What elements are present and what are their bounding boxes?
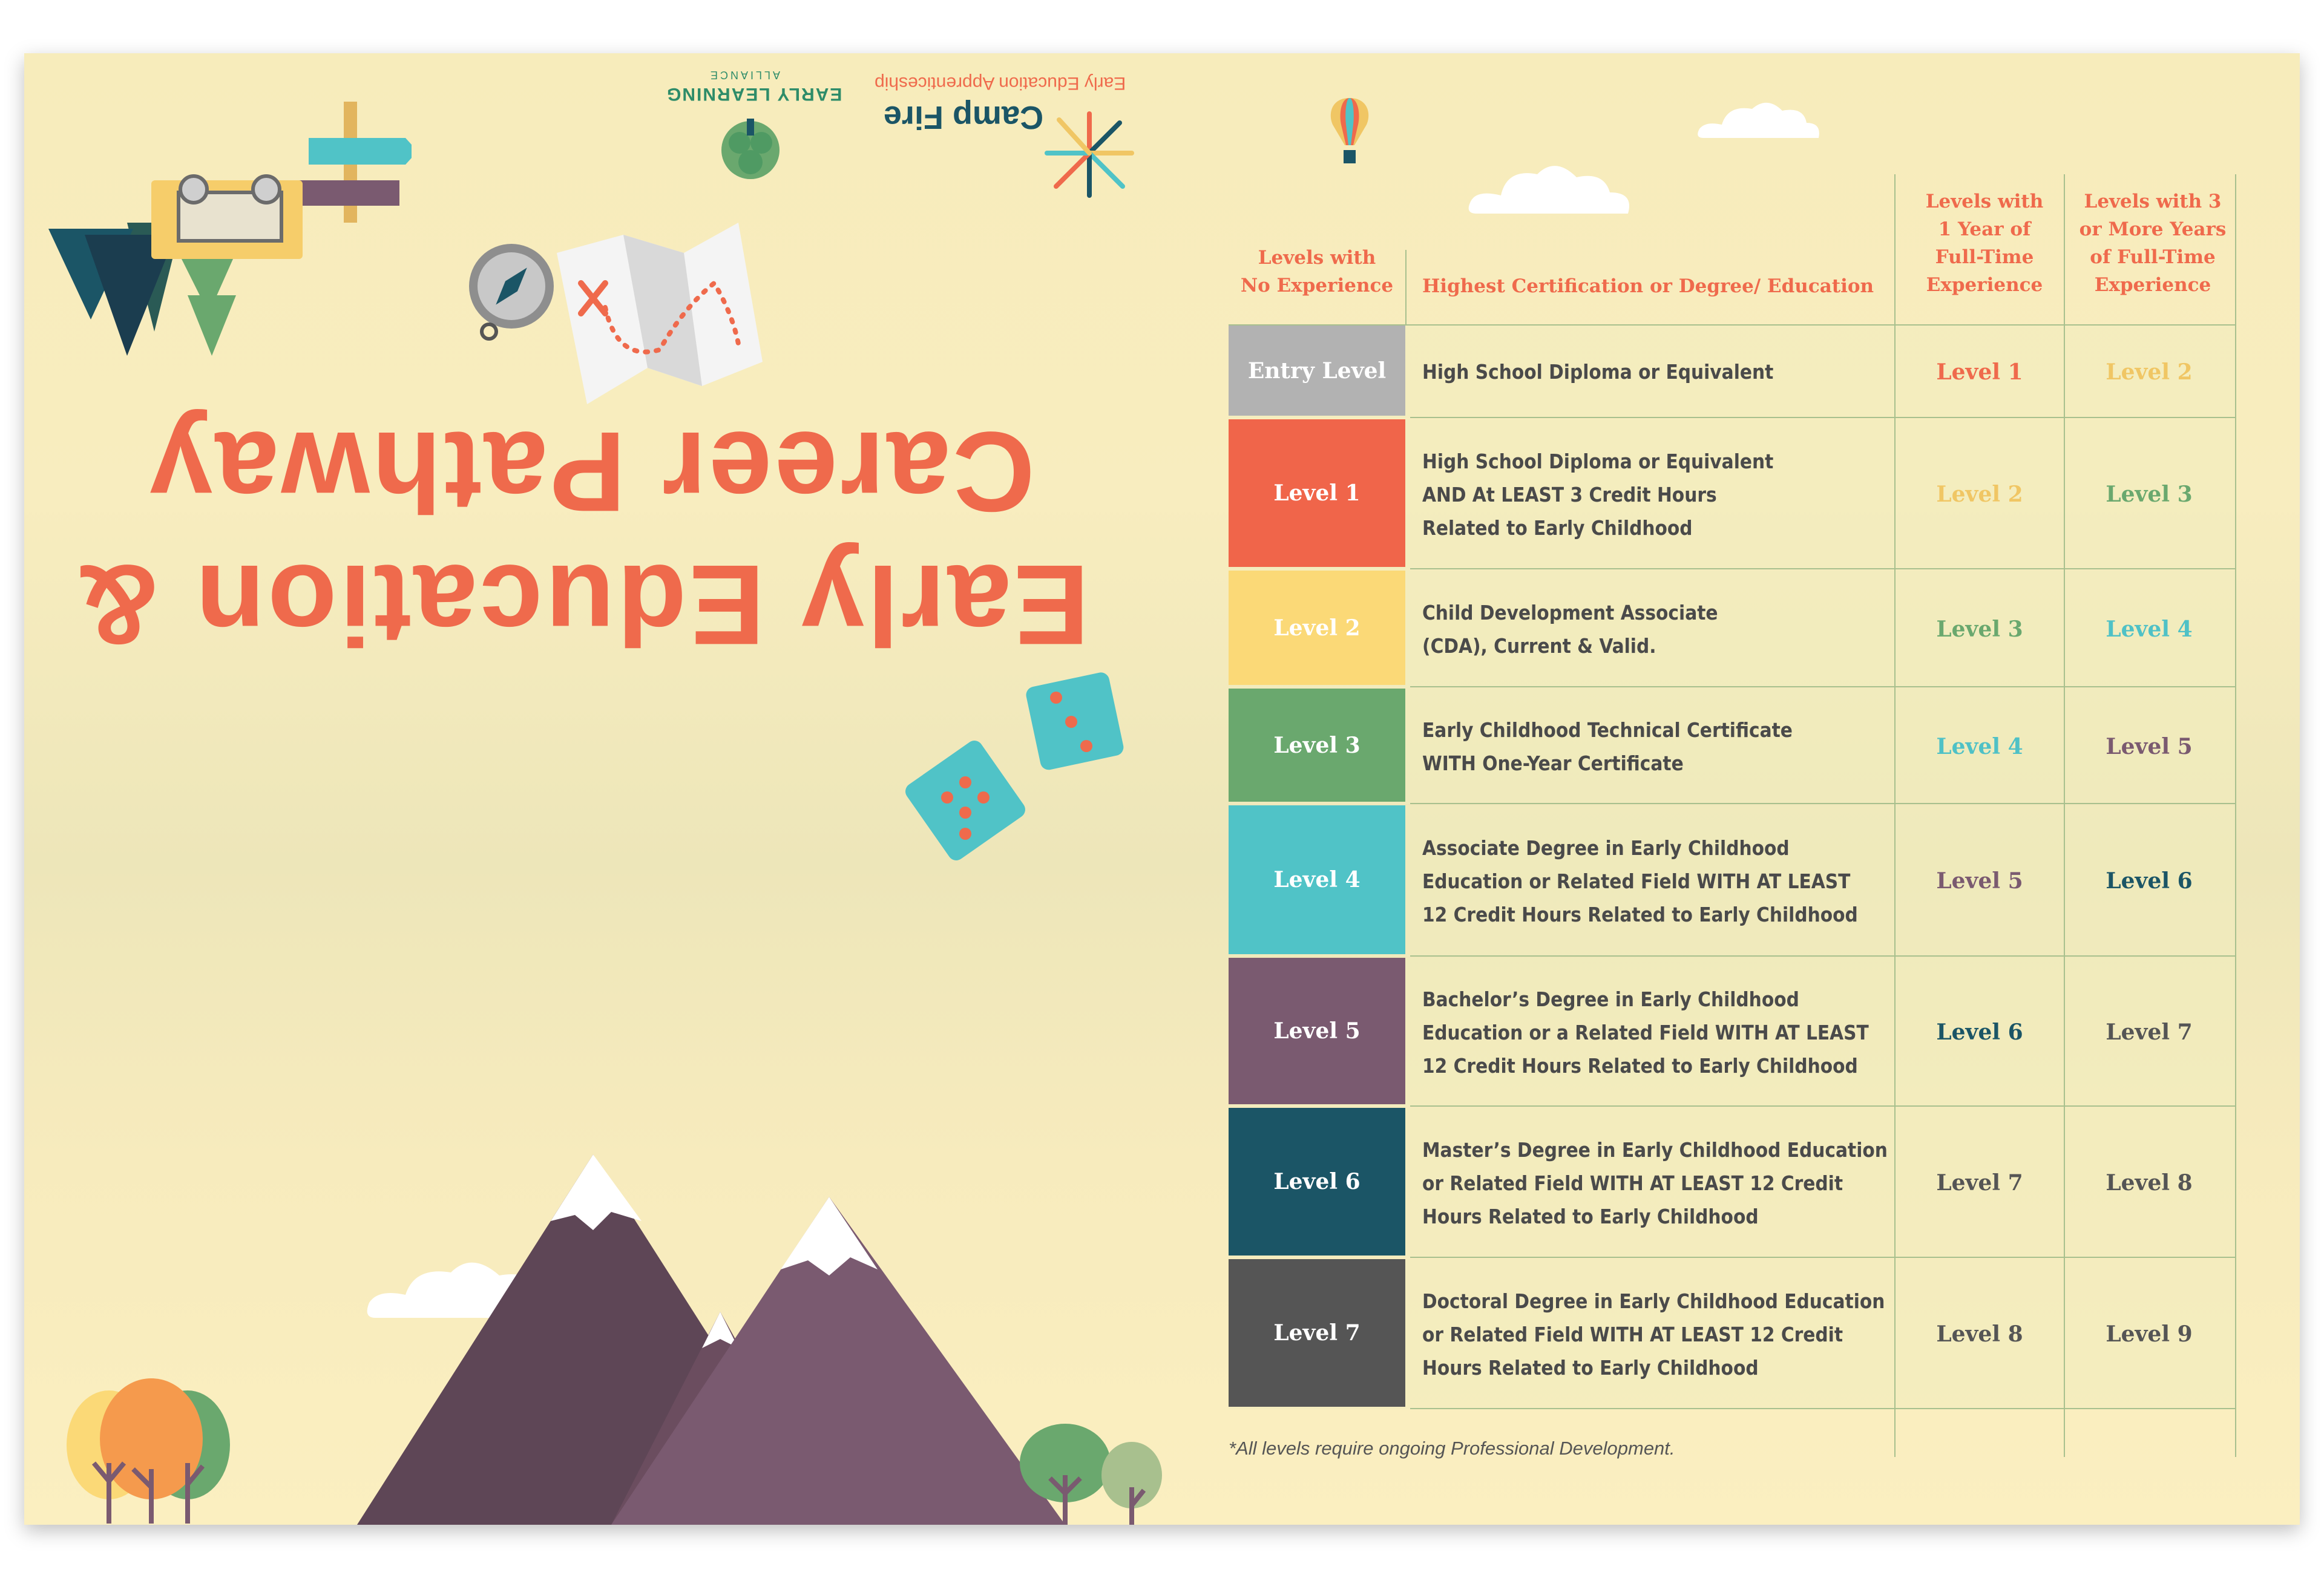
table-row (1229, 958, 2236, 1107)
one-year-level-cell: Level 4 (1936, 733, 2023, 759)
campfire-subtitle: Early Education Apprenticeship (875, 73, 1126, 93)
one-year-level-cell: Level 2 (1936, 482, 2023, 507)
one-year-level-cell: Level 6 (1936, 1020, 2023, 1045)
campfire-burst-icon (1041, 108, 1138, 198)
one-year-level-cell: Level 1 (1936, 359, 2023, 385)
header-three-years: Levels with 3 or More Years of Full-Time Experience (2079, 191, 2227, 296)
education-cell: High School Diploma or Equivalent (1422, 360, 1774, 384)
grid-line (1410, 686, 2236, 687)
three-years-level-cell: Level 5 (2106, 733, 2193, 759)
one-year-level-cell: Level 7 (1936, 1170, 2023, 1196)
table-row (1229, 1259, 2236, 1409)
education-cell: Associate Degree in Early Childhood Education or Related Field WITH AT LEAST 12 Credit Hours Related to Early Childhood (1422, 836, 1858, 926)
cloud-decoration (1695, 96, 1822, 144)
grid-line (1229, 324, 2236, 326)
one-year-level-cell: Level 8 (1936, 1321, 2023, 1347)
grid-line (1405, 250, 1407, 326)
three-years-level-cell: Level 8 (2106, 1170, 2193, 1196)
brain-tree-logo-icon (714, 114, 787, 192)
three-years-level-cell: Level 6 (2106, 868, 2193, 894)
education-cell: Master’s Degree in Early Childhood Education or Related Field WITH AT LEAST 12 Credit Hours Related to Early Childhood (1422, 1138, 1888, 1228)
three-years-level-cell: Level 3 (2106, 482, 2193, 507)
grid-line (2064, 174, 2065, 1457)
level-cell: Level 6 (1229, 1108, 1405, 1256)
grid-line (1410, 568, 2236, 569)
title-line-1: Early Education & (74, 542, 1089, 669)
grid-line (1410, 1408, 2236, 1409)
green-trees-illustration (1017, 1421, 1174, 1525)
poster-title (74, 368, 1114, 791)
grid-line (1410, 955, 2236, 957)
level-cell: Level 3 (1229, 689, 1405, 802)
education-cell: Doctoral Degree in Early Childhood Education or Related Field WITH AT LEAST 12 Credit Hours Related to Early Childhood (1422, 1289, 1885, 1380)
level-cell: Entry Level (1229, 326, 1405, 416)
elc-subtitle: ALLIANCE (708, 69, 781, 81)
cloud-decoration (1465, 156, 1634, 223)
table-row (1229, 419, 2236, 569)
header-education: Highest Certification or Degree/ Education (1422, 275, 1874, 297)
footnote: *All levels require ongoing Professional Development. (1229, 1438, 1675, 1459)
autumn-trees-illustration (67, 1378, 297, 1525)
grid-line (1410, 803, 2236, 804)
level-cell: Level 7 (1229, 1259, 1405, 1407)
mountains-illustration (357, 1154, 1071, 1525)
table-row (1229, 1108, 2236, 1258)
table-row (1229, 571, 2236, 687)
elc-name: EARLY LEARNING (666, 84, 842, 104)
three-years-level-cell: Level 9 (2106, 1321, 2193, 1347)
level-cell: Level 1 (1229, 419, 1405, 567)
table-row (1229, 805, 2236, 957)
table-row (1229, 326, 2236, 418)
header-no-experience: Levels with No Experience (1240, 247, 1394, 296)
three-years-level-cell: Level 2 (2106, 359, 2193, 385)
one-year-level-cell: Level 3 (1936, 616, 2023, 642)
table-row (1229, 689, 2236, 804)
header-one-year: Levels with 1 Year of Full-Time Experience (1925, 191, 2044, 296)
campfire-name: Camp Fire (884, 99, 1044, 136)
grid-line (2235, 174, 2236, 1457)
grid-line (1894, 174, 1896, 1457)
level-cell: Level 4 (1229, 805, 1405, 954)
title-line-2: Career Pathway (147, 408, 1035, 535)
three-years-level-cell: Level 4 (2106, 616, 2193, 642)
grid-line (1410, 1257, 2236, 1258)
poster (24, 53, 2300, 1525)
one-year-level-cell: Level 5 (1936, 868, 2023, 894)
level-cell: Level 2 (1229, 571, 1405, 685)
hot-air-balloon-icon (1325, 96, 1374, 168)
education-cell: Child Development Associate (CDA), Current & Valid. (1422, 600, 1718, 658)
education-cell: Early Childhood Technical Certificate WITH One-Year Certificate (1422, 718, 1793, 775)
level-cell: Level 5 (1229, 958, 1405, 1104)
education-cell: Bachelor’s Degree in Early Childhood Education or a Related Field WITH AT LEAST 12 Credit Hours Related to Early Childhood (1422, 987, 1869, 1078)
grid-line (1410, 417, 2236, 418)
grid-line (1410, 1105, 2236, 1107)
education-cell: High School Diploma or Equivalent AND At LEAST 3 Credit Hours Related to Early Childhood (1422, 449, 1774, 540)
three-years-level-cell: Level 7 (2106, 1020, 2193, 1045)
